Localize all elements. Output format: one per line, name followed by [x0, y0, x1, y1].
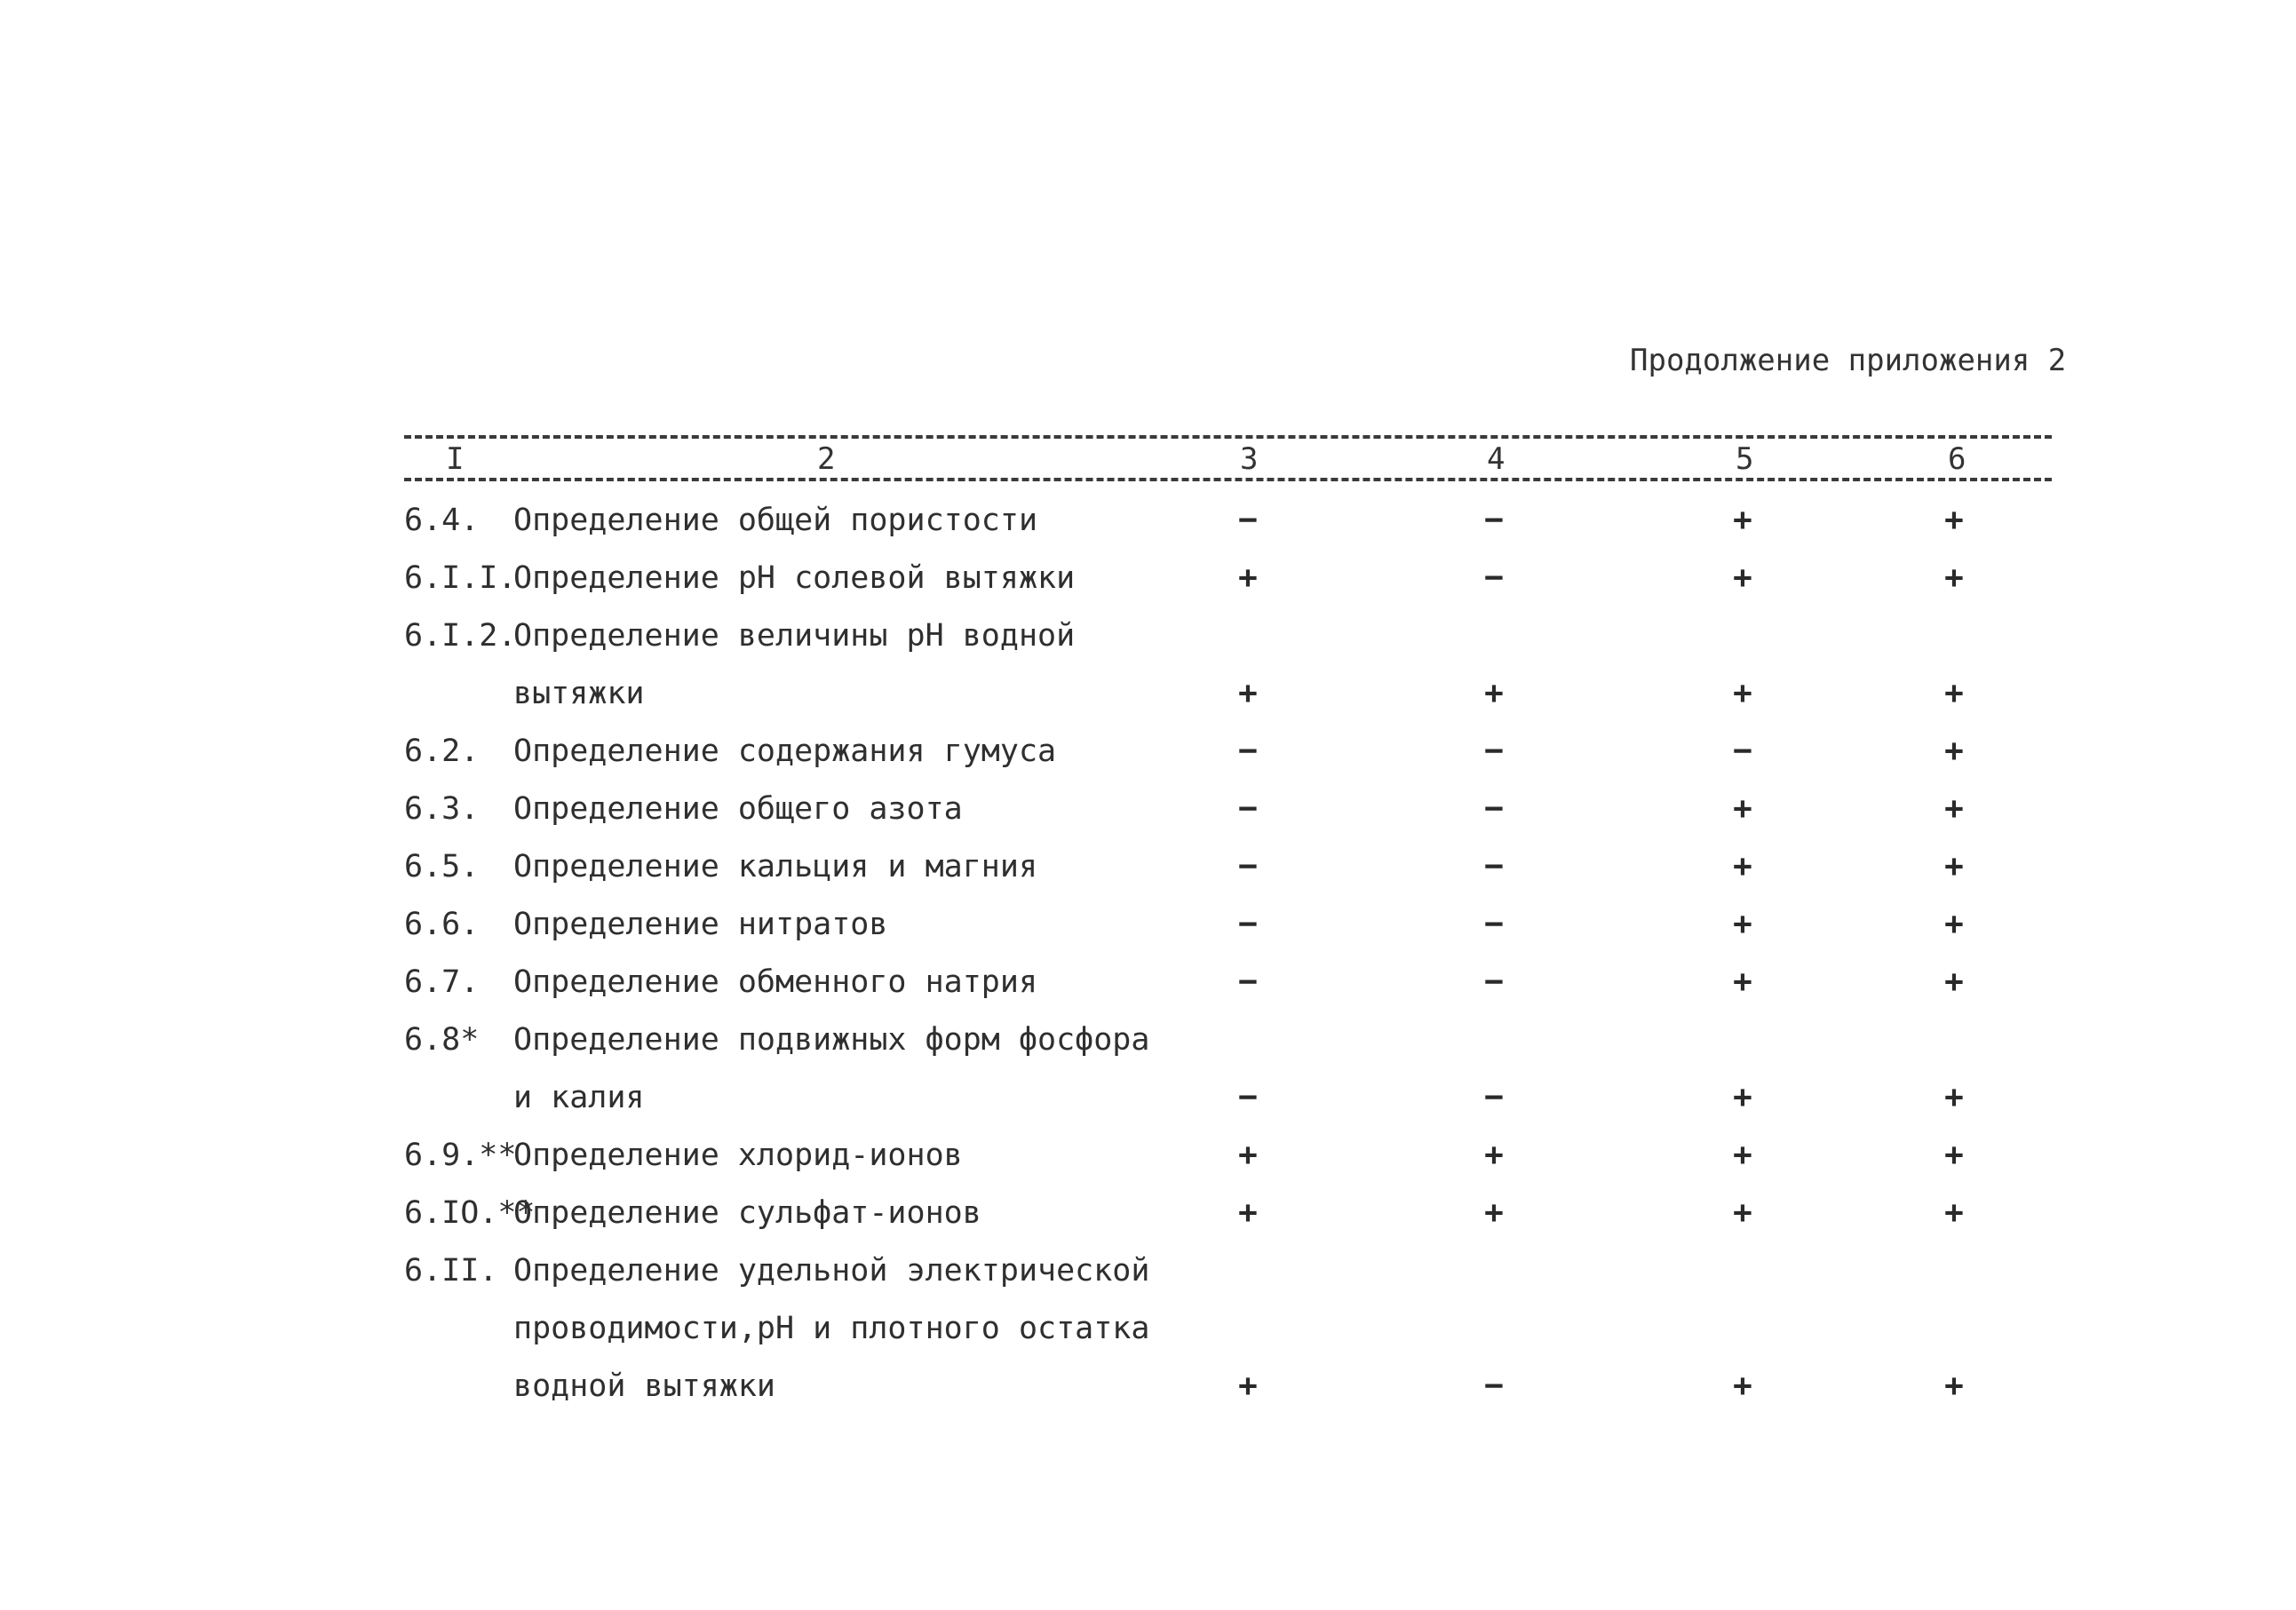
row-number: 6.3. — [404, 791, 480, 827]
row-number: 6.4. — [404, 503, 480, 538]
table-row — [0, 1071, 2296, 1124]
mark-col-6: + — [1944, 964, 1964, 1000]
mark-col-6: + — [1944, 848, 1964, 884]
row-number: 6.8* — [404, 1022, 480, 1058]
row-text: вытяжки — [513, 676, 645, 711]
table-top-rule — [404, 435, 2052, 439]
row-text: Определение подвижных форм фосфора — [513, 1022, 1150, 1058]
mark-col-4: − — [1484, 559, 1504, 596]
row-text: Определение обменного натрия — [513, 964, 1038, 1000]
table-row — [0, 840, 2296, 893]
mark-col-5: + — [1733, 1194, 1752, 1231]
mark-col-3: + — [1238, 559, 1258, 596]
table-row — [0, 898, 2296, 951]
mark-col-6: + — [1944, 1368, 1964, 1404]
mark-col-4: − — [1484, 502, 1504, 538]
mark-col-6: + — [1944, 790, 1964, 827]
mark-col-3: − — [1238, 964, 1258, 1000]
table-row — [0, 551, 2296, 605]
row-text: Определение величины pH водной — [513, 618, 1076, 654]
mark-col-4: + — [1484, 1194, 1504, 1231]
table-row — [0, 1302, 2296, 1355]
mark-col-6: + — [1944, 1137, 1964, 1173]
table-header-rule — [404, 478, 2052, 481]
row-text: Определение кальция и магния — [513, 849, 1038, 884]
table-row — [0, 667, 2296, 720]
mark-col-4: − — [1484, 1079, 1504, 1115]
mark-col-4: − — [1484, 733, 1504, 769]
mark-col-5: + — [1733, 848, 1752, 884]
table-row — [0, 1360, 2296, 1413]
mark-col-4: − — [1484, 790, 1504, 827]
mark-col-5: + — [1733, 502, 1752, 538]
row-text: Определение нитратов — [513, 907, 888, 942]
mark-col-6: + — [1944, 675, 1964, 711]
continuation-heading: Продолжение приложения 2 — [1630, 343, 2067, 378]
column-header-2: 2 — [812, 441, 840, 477]
mark-col-4: − — [1484, 1368, 1504, 1404]
mark-col-5: + — [1733, 1368, 1752, 1404]
row-text: Определение общего азота — [513, 791, 963, 827]
table-row — [0, 782, 2296, 836]
mark-col-5: + — [1733, 1137, 1752, 1173]
row-text: Определение сульфат-ионов — [513, 1195, 981, 1231]
row-number: 6.I.I. — [404, 560, 517, 596]
mark-col-5: − — [1733, 733, 1752, 769]
table-row — [0, 1244, 2296, 1297]
mark-col-3: − — [1238, 848, 1258, 884]
table-row — [0, 956, 2296, 1009]
mark-col-4: − — [1484, 964, 1504, 1000]
row-number: 6.7. — [404, 964, 480, 1000]
mark-col-5: + — [1733, 675, 1752, 711]
row-text: Определение общей пористости — [513, 503, 1038, 538]
table-row — [0, 1129, 2296, 1182]
row-text: Определение pH солевой вытяжки — [513, 560, 1076, 596]
mark-col-4: + — [1484, 675, 1504, 711]
mark-col-3: + — [1238, 1137, 1258, 1173]
column-header-6: 6 — [1942, 441, 1971, 477]
mark-col-4: − — [1484, 906, 1504, 942]
row-text: Определение удельной электрической — [513, 1253, 1150, 1289]
mark-col-3: − — [1238, 790, 1258, 827]
mark-col-4: − — [1484, 848, 1504, 884]
table-row — [0, 725, 2296, 778]
table-row — [0, 494, 2296, 547]
mark-col-3: − — [1238, 733, 1258, 769]
mark-col-5: + — [1733, 1079, 1752, 1115]
mark-col-6: + — [1944, 733, 1964, 769]
mark-col-3: + — [1238, 1194, 1258, 1231]
row-number: 6.I.2. — [404, 618, 517, 654]
column-header-5: 5 — [1730, 441, 1759, 477]
row-text: проводимости,pH и плотного остатка — [513, 1311, 1150, 1346]
mark-col-6: + — [1944, 906, 1964, 942]
row-text: Определение хлорид-ионов — [513, 1138, 963, 1173]
column-header-3: 3 — [1235, 441, 1263, 477]
row-number: 6.2. — [404, 734, 480, 769]
mark-col-6: + — [1944, 559, 1964, 596]
mark-col-3: − — [1238, 1079, 1258, 1115]
row-number: 6.IO.** — [404, 1195, 536, 1231]
row-number: 6.9.** — [404, 1138, 517, 1173]
column-header-1: I — [441, 441, 469, 477]
mark-col-3: − — [1238, 906, 1258, 942]
row-text: и калия — [513, 1080, 645, 1115]
mark-col-5: + — [1733, 964, 1752, 1000]
column-header-4: 4 — [1482, 441, 1510, 477]
mark-col-3: − — [1238, 502, 1258, 538]
mark-col-4: + — [1484, 1137, 1504, 1173]
mark-col-6: + — [1944, 1079, 1964, 1115]
mark-col-6: + — [1944, 502, 1964, 538]
row-number: 6.6. — [404, 907, 480, 942]
row-number: 6.5. — [404, 849, 480, 884]
mark-col-3: + — [1238, 675, 1258, 711]
row-number: 6.II. — [404, 1253, 498, 1289]
table-row — [0, 609, 2296, 662]
row-text: Определение содержания гумуса — [513, 734, 1057, 769]
row-text: водной вытяжки — [513, 1368, 776, 1404]
mark-col-3: + — [1238, 1368, 1258, 1404]
mark-col-5: + — [1733, 906, 1752, 942]
table-row — [0, 1186, 2296, 1240]
mark-col-5: + — [1733, 559, 1752, 596]
mark-col-5: + — [1733, 790, 1752, 827]
table-row — [0, 1013, 2296, 1067]
mark-col-6: + — [1944, 1194, 1964, 1231]
